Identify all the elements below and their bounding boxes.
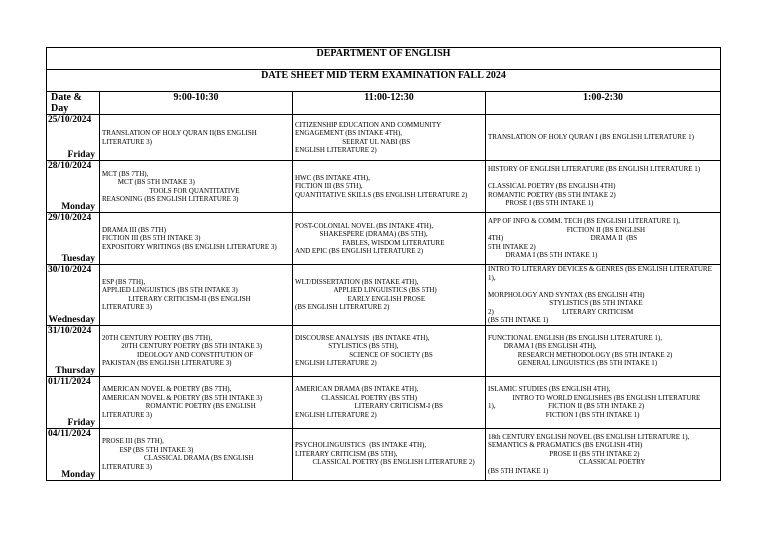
course-line <box>488 174 718 183</box>
slot-3-cell <box>486 115 721 161</box>
slot-1-cell <box>100 115 293 161</box>
slot-2-cell <box>293 325 486 376</box>
course-line: PROSE II (BS 5TH INTAKE 2) <box>488 449 640 458</box>
department-title: DEPARTMENT OF ENGLISH <box>47 48 721 70</box>
course-line: TRANSLATION OF HOLY QURAN II(BS ENGLISH <box>102 129 257 137</box>
table-row <box>47 115 721 161</box>
exam-day: Monday <box>61 202 95 212</box>
exam-date: 29/10/2024 <box>48 213 92 223</box>
table-row <box>47 325 721 376</box>
course-line: 20TH CENTURY POETRY (BS 5TH INTAKE 3) <box>102 342 263 350</box>
course-line: 20TH CENTURY POETRY (BS 7TH), <box>102 333 213 342</box>
slot-2-cell <box>293 376 486 428</box>
slot-3-cell <box>486 161 721 213</box>
slot-2-cell <box>293 161 486 213</box>
course-line: FICTION III (BS 5TH INTAKE 3) <box>102 234 201 243</box>
table-row <box>47 376 721 428</box>
course-line: EXPOSITORY WRITINGS (BS ENGLISH LITERATURE 3) <box>102 242 277 251</box>
course-line: 5TH INTAKE 2) <box>488 242 536 251</box>
date-day-cell <box>47 428 100 480</box>
course-line: ROMANTIC POETRY (BS ENGLISH <box>102 402 256 410</box>
course-line: APPLIED LINGUISTICS (BS 5TH INTAKE 3) <box>102 286 238 295</box>
slot-2-cell <box>293 213 486 265</box>
course-line: 18th CENTURY ENGLISH NOVEL (BS ENGLISH LITERATURE 1), <box>488 432 690 441</box>
course-line: PROSE I (BS 5TH INTAKE 1) <box>488 199 594 208</box>
course-line: LITERARY CRITICISM-I (BS <box>295 402 443 410</box>
exam-day: Wednesday <box>48 314 95 325</box>
exam-date: 04/11/2024 <box>48 428 91 439</box>
course-line: MCT (BS 5TH INTAKE 3) <box>102 178 195 186</box>
exam-day: Friday <box>67 417 95 428</box>
course-line: DISCOURSE ANALYSIS (BS INTAKE 4TH), <box>295 333 430 342</box>
course-line: FICTION I (BS 5TH INTAKE 1) <box>488 410 640 419</box>
course-line: EARLY ENGLISH PROSE <box>295 294 426 303</box>
course-line: STYLISTICS (BS 5TH INTAKE <box>488 299 643 307</box>
date-day-cell <box>47 213 100 265</box>
course-line: PROSE III (BS 7TH), <box>102 437 164 445</box>
course-line: QUANTITATIVE SKILLS (BS ENGLISH LITERATURE 2) <box>295 190 468 199</box>
course-line: MORPHOLOGY AND SYNTAX (BS ENGLISH 4TH) <box>488 290 645 299</box>
course-line: CLASSICAL POETRY (BS 5TH) <box>295 393 417 402</box>
slot-1-cell <box>100 428 293 480</box>
course-line: CLASSICAL POETRY (BS ENGLISH 4TH) <box>488 182 616 191</box>
course-line: TOOLS FOR QUANTITATIVE <box>102 186 240 195</box>
course-line: ESP (BS 7TH), <box>102 277 146 286</box>
slot-3-cell <box>486 213 721 265</box>
exam-date: 28/10/2024 <box>48 161 92 171</box>
course-line: SHAKESPERE (DRAMA) (BS 5TH), <box>295 230 428 238</box>
slot-2-cell <box>293 428 486 480</box>
course-line: (BS 5TH INTAKE 1) <box>488 466 549 475</box>
header-date-day: Date & Day <box>47 92 100 115</box>
course-line: RESEARCH METHODOLOGY (BS 5TH INTAKE 2) <box>488 350 673 359</box>
slot-2-cell <box>293 115 486 161</box>
course-line: 1), FICTION II (BS 5TH INTAKE 2) <box>488 402 645 410</box>
course-line: WLT/DISSERTATION (BS INTAKE 4TH), <box>295 277 419 286</box>
course-line: ENGLISH LITERATURE 2) <box>295 359 377 367</box>
course-line: LITERATURE 3) <box>102 303 152 312</box>
course-line: FUNCTIONAL ENGLISH (BS ENGLISH LITERATURE 1), <box>488 333 662 342</box>
course-line: CITIZENSHIP EDUCATION AND COMMUNITY <box>295 120 442 129</box>
slot-3-cell <box>486 265 721 326</box>
course-line: 4TH) DRAMA II (BS <box>488 234 638 243</box>
slot-1-cell <box>100 265 293 326</box>
course-line: AMERICAN NOVEL & POETRY (BS 5TH INTAKE 3) <box>102 393 263 402</box>
course-line: ENGAGEMENT (BS INTAKE 4TH), <box>295 129 403 137</box>
course-line <box>488 282 718 291</box>
course-line: LITERATURE 3) <box>102 137 152 146</box>
course-line: LITERARY CRITICISM-II (BS ENGLISH <box>102 294 251 303</box>
date-day-cell <box>47 161 100 213</box>
table-row <box>47 213 721 265</box>
slot-2-cell <box>293 265 486 326</box>
slot-1-cell <box>100 325 293 376</box>
course-line: POST-COLONIAL NOVEL (BS INTAKE 4TH), <box>295 221 434 230</box>
course-line: LITERATURE 3) <box>102 462 152 471</box>
exam-day: Tuesday <box>61 254 95 264</box>
course-line: AMERICAN DRAMA (BS INTAKE 4TH), <box>295 385 419 393</box>
course-line: (BS 5TH INTAKE 1) <box>488 316 549 324</box>
course-line: HWC (BS INTAKE 4TH), <box>295 173 370 182</box>
course-line: CLASSICAL POETRY <box>488 458 646 467</box>
course-line: IDEOLOGY AND CONSTITUTION OF <box>102 350 254 359</box>
slot-1-cell <box>100 376 293 428</box>
course-line: LITERATURE 3) <box>102 410 152 419</box>
course-line: FABLES, WISDOM LITERATURE <box>295 238 445 247</box>
slot-3-cell <box>486 325 721 376</box>
exam-date: 30/10/2024 <box>48 265 92 275</box>
slot-1-cell <box>100 213 293 265</box>
course-line: DRAMA III (BS 7TH) <box>102 225 166 234</box>
course-line: ROMANTIC POETRY (BS 5TH INTAKE 2) <box>488 190 616 199</box>
course-line: AMERICAN NOVEL & POETRY (BS 7TH), <box>102 385 232 393</box>
schedule-body <box>47 115 721 481</box>
course-line: DRAMA I (BS ENGLISH 4TH), <box>488 342 597 350</box>
exam-date: 25/10/2024 <box>48 115 92 125</box>
course-line: PSYCHOLINGUISTICS (BS INTAKE 4TH), <box>295 441 427 450</box>
course-line: CLASSICAL DRAMA (BS ENGLISH <box>102 454 254 462</box>
course-line: (BS ENGLISH LITERATURE 2) <box>295 303 390 312</box>
exam-title: DATE SHEET MID TERM EXAMINATION FALL 2024 <box>47 70 721 92</box>
course-line: LITERARY CRITICISM (BS 5TH), <box>295 449 398 458</box>
course-line: 2) LITERARY CRITICISM <box>488 307 634 316</box>
course-line: SEMANTICS & PRAGMATICS (BS ENGLISH 4TH) <box>488 441 643 450</box>
exam-day: Friday <box>67 150 95 160</box>
table-row <box>47 428 721 480</box>
course-line: PAKISTAN (BS ENGLISH LITERATURE 3) <box>102 359 232 367</box>
date-day-cell <box>47 115 100 161</box>
course-line: ENGLISH LITERATURE 2) <box>295 410 377 419</box>
course-line: CLASSICAL POETRY (BS ENGLISH LITERATURE 2) <box>295 458 475 467</box>
exam-day: Monday <box>61 469 95 480</box>
header-slot-1: 9:00-10:30 <box>100 92 293 115</box>
course-line: APPLIED LINGUISTICS (BS 5TH) <box>295 286 437 295</box>
header-slot-2: 11:00-12:30 <box>293 92 486 115</box>
header-slot-3: 1:00-2:30 <box>486 92 721 115</box>
course-line: SEERAT UL NABI (BS <box>295 137 411 146</box>
course-line: STYLISTICS (BS 5TH), <box>295 342 399 350</box>
slot-3-cell <box>486 376 721 428</box>
exam-day: Thursday <box>55 365 95 376</box>
date-day-cell <box>47 265 100 326</box>
course-line: GENERAL LINGUISTICS (BS 5TH INTAKE 1) <box>488 359 658 367</box>
exam-date: 01/11/2024 <box>48 376 91 387</box>
course-line: MCT (BS 7TH), <box>102 169 149 178</box>
course-line: ISLAMIC STUDIES (BS ENGLISH 4TH), <box>488 385 611 393</box>
date-day-cell <box>47 325 100 376</box>
date-sheet-table <box>46 47 721 481</box>
slot-3-cell <box>486 428 721 480</box>
date-day-cell <box>47 376 100 428</box>
exam-date: 31/10/2024 <box>48 325 92 336</box>
course-line: INTRO TO LITERARY DEVICES & GENRES (BS ENGLISH LITERATURE 1), <box>488 265 714 282</box>
course-line: TRANSLATION OF HOLY QURAN I (BS ENGLISH LITERATURE 1) <box>488 133 694 142</box>
course-line: REASONING (BS ENGLISH LITERATURE 3) <box>102 195 239 203</box>
course-line: ENGLISH LITERATURE 2) <box>295 146 377 154</box>
course-line: SCIENCE OF SOCIETY (BS <box>295 350 433 359</box>
course-line: HISTORY OF ENGLISH LITERATURE (BS ENGLISH LITERATURE 1) <box>488 165 701 174</box>
course-line: AND EPIC (BS ENGLISH LITERATURE 2) <box>295 247 424 255</box>
course-line: FICTION II (BS ENGLISH <box>488 225 646 234</box>
course-line: INTRO TO WORLD ENGLISHES (BS ENGLISH LITERATURE <box>488 393 701 402</box>
table-row <box>47 161 721 213</box>
course-line: FICTION III (BS 5TH), <box>295 182 363 191</box>
slot-1-cell <box>100 161 293 213</box>
table-row <box>47 265 721 326</box>
course-line: DRAMA I (BS 5TH INTAKE 1) <box>488 251 598 260</box>
header-row <box>47 92 721 115</box>
course-line: ESP (BS 5TH INTAKE 3) <box>102 445 194 454</box>
course-line: APP OF INFO & COMM. TECH (BS ENGLISH LITERATURE 1), <box>488 217 680 226</box>
